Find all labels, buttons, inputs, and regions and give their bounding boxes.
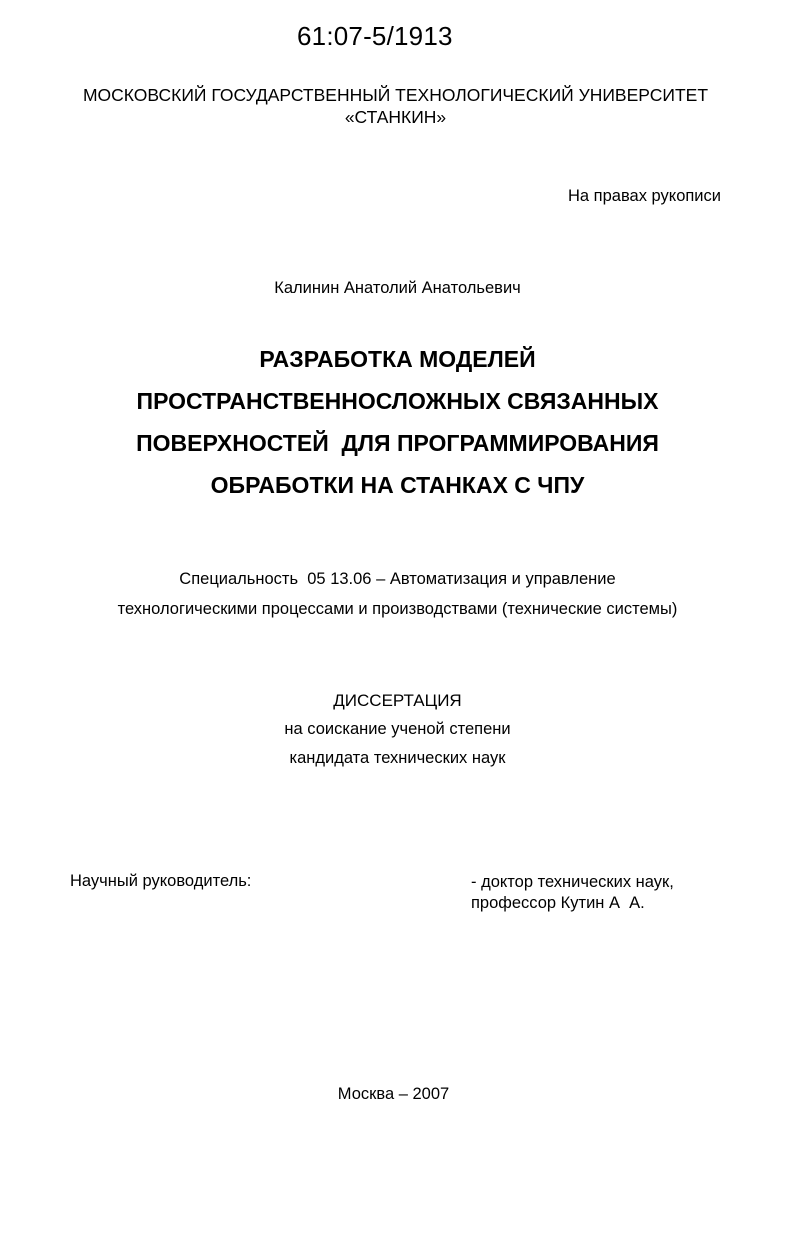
title-line-4: ОБРАБОТКИ НА СТАНКАХ С ЧПУ: [210, 472, 585, 498]
university-line-1: МОСКОВСКИЙ ГОСУДАРСТВЕННЫЙ ТЕХНОЛОГИЧЕСКИЙ УНИВЕРСИТЕТ: [82, 85, 709, 105]
university-line-2: «СТАНКИН»: [344, 107, 447, 127]
title-line-2: ПРОСТРАНСТВЕННОСЛОЖНЫХ СВЯЗАННЫХ: [136, 388, 659, 414]
specialty-line-2: технологическими процессами и производствами (технические системы): [117, 600, 678, 618]
advisor-label: Научный руководитель:: [70, 872, 252, 890]
university-name: [0, 84, 795, 128]
manuscript-rights: На правах рукописи: [568, 187, 721, 205]
dissertation-heading: ДИССЕРТАЦИЯ: [333, 691, 462, 710]
city-year: Москва – 2007: [337, 1085, 450, 1103]
title-line-3: ПОВЕРХНОСТЕЙ ДЛЯ ПРОГРАММИРОВАНИЯ: [136, 430, 659, 456]
degree-line-1: на соискание ученой степени: [284, 720, 511, 738]
advisor-degree: - доктор технических наук,: [471, 873, 674, 891]
archive-code: 61:07-5/1913: [297, 21, 453, 51]
dissertation-title: [0, 338, 797, 506]
specialty-line-1: Специальность 05 13.06 – Автоматизация и управление: [179, 570, 616, 588]
advisor-info: [471, 872, 674, 914]
degree-line-2: кандидата технических наук: [289, 749, 506, 767]
specialty: [0, 564, 797, 624]
dissertation-block: [0, 686, 797, 773]
title-line-1: РАЗРАБОТКА МОДЕЛЕЙ: [259, 346, 536, 372]
author-name: Калинин Анатолий Анатольевич: [274, 279, 521, 297]
advisor-name: профессор Кутин А А.: [471, 894, 645, 912]
